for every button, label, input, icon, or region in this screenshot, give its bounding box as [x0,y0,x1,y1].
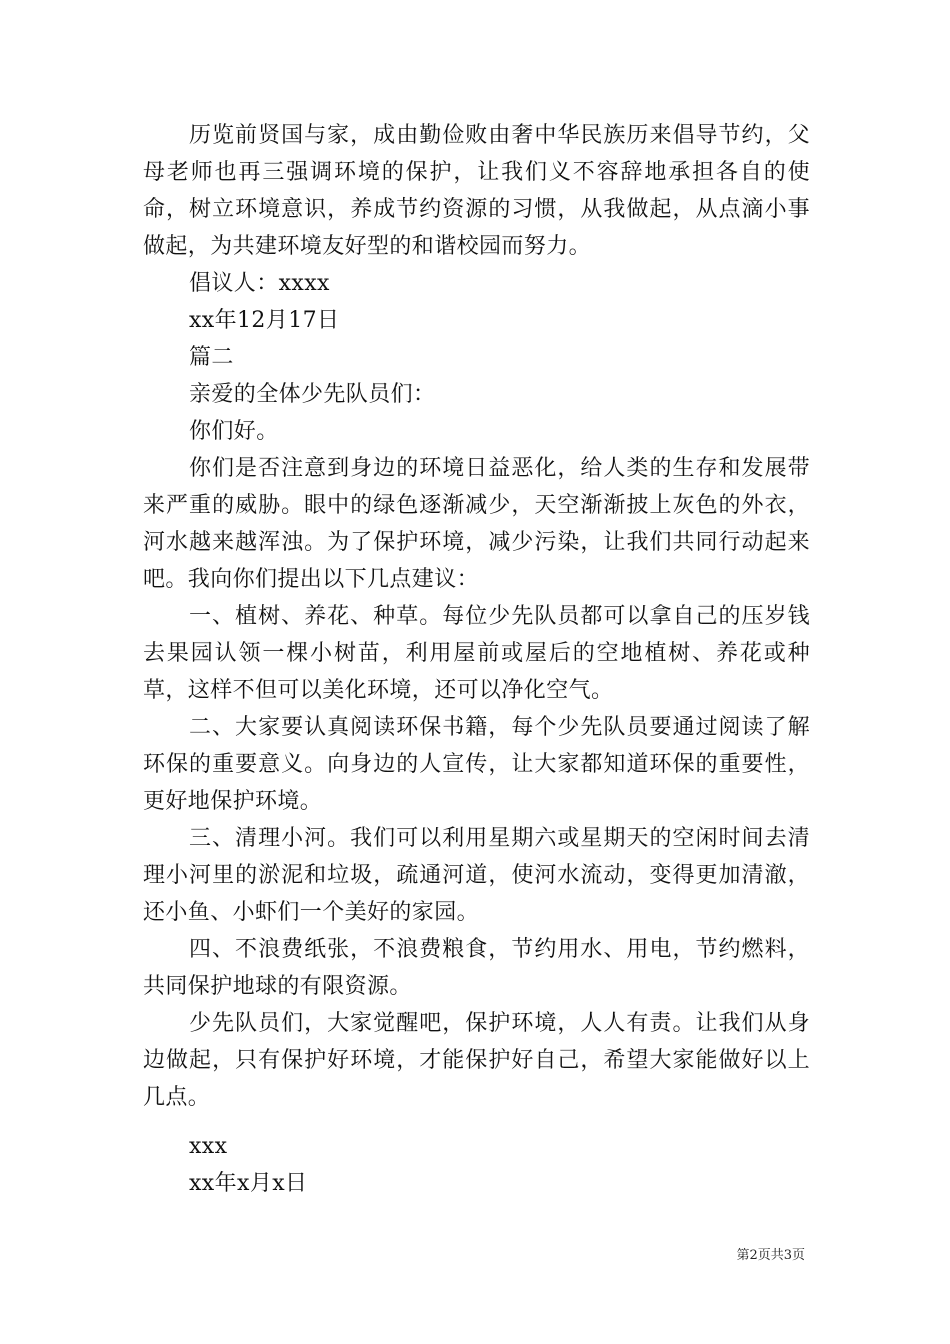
signature: xxx [189,1134,228,1159]
suggestion-3: 三、清理小河。我们可以利用星期六或星期天的空闲时间去清理小河里的淤泥和垃圾，疏通河道，使河水流动，变得更加清澈，还小鱼、小虾们一个美好的家园。 [143,826,810,925]
paragraph-intro: 你们是否注意到身边的环境日益恶化，给人类的生存和发展带来严重的威胁。眼中的绿色逐渐减少，天空渐渐披上灰色的外衣，河水越来越浑浊。为了保护环境，减少污染，让我们共同行动起来吧。我向你们提出以下几点建议： [143,456,810,592]
document-body [143,117,810,1202]
page-number: 第2页共3页 [736,1248,805,1263]
paragraph-conclusion: 历览前贤国与家，成由勤俭败由奢中华民族历来倡导节约，父母老师也再三强调环境的保护，让我们义不容辞地承担各自的使命，树立环境意识，养成节约资源的习惯，从我做起，从点滴小事做起，为共建环境友好型的和谐校园而努力。 [143,123,810,259]
date-line: xx年12月17日 [189,308,340,333]
paragraph-closing: 少先队员们，大家觉醒吧，保护环境，人人有责。让我们从身边做起，只有保护好环境，才能保护好自己，希望大家能做好以上几点。 [143,1011,810,1110]
suggestion-1: 一、植树、养花、种草。每位少先队员都可以拿自己的压岁钱去果园认领一棵小树苗，利用屋前或屋后的空地植树、养花或种草，这样不但可以美化环境，还可以净化空气。 [143,604,810,703]
greeting: 你们好。 [189,419,279,444]
suggestion-4: 四、不浪费纸张，不浪费粮食，节约用水、用电，节约燃料，共同保护地球的有限资源。 [143,937,810,999]
initiator-line: 倡议人：xxxx [189,271,330,296]
closing-date: xx年x月x日 [189,1171,308,1196]
section-heading: 篇二 [189,345,234,370]
suggestion-2: 二、大家要认真阅读环保书籍，每个少先队员要通过阅读了解环保的重要意义。向身边的人宣传，让大家都知道环保的重要性，更好地保护环境。 [143,715,810,814]
salutation: 亲爱的全体少先队员们： [189,382,436,407]
